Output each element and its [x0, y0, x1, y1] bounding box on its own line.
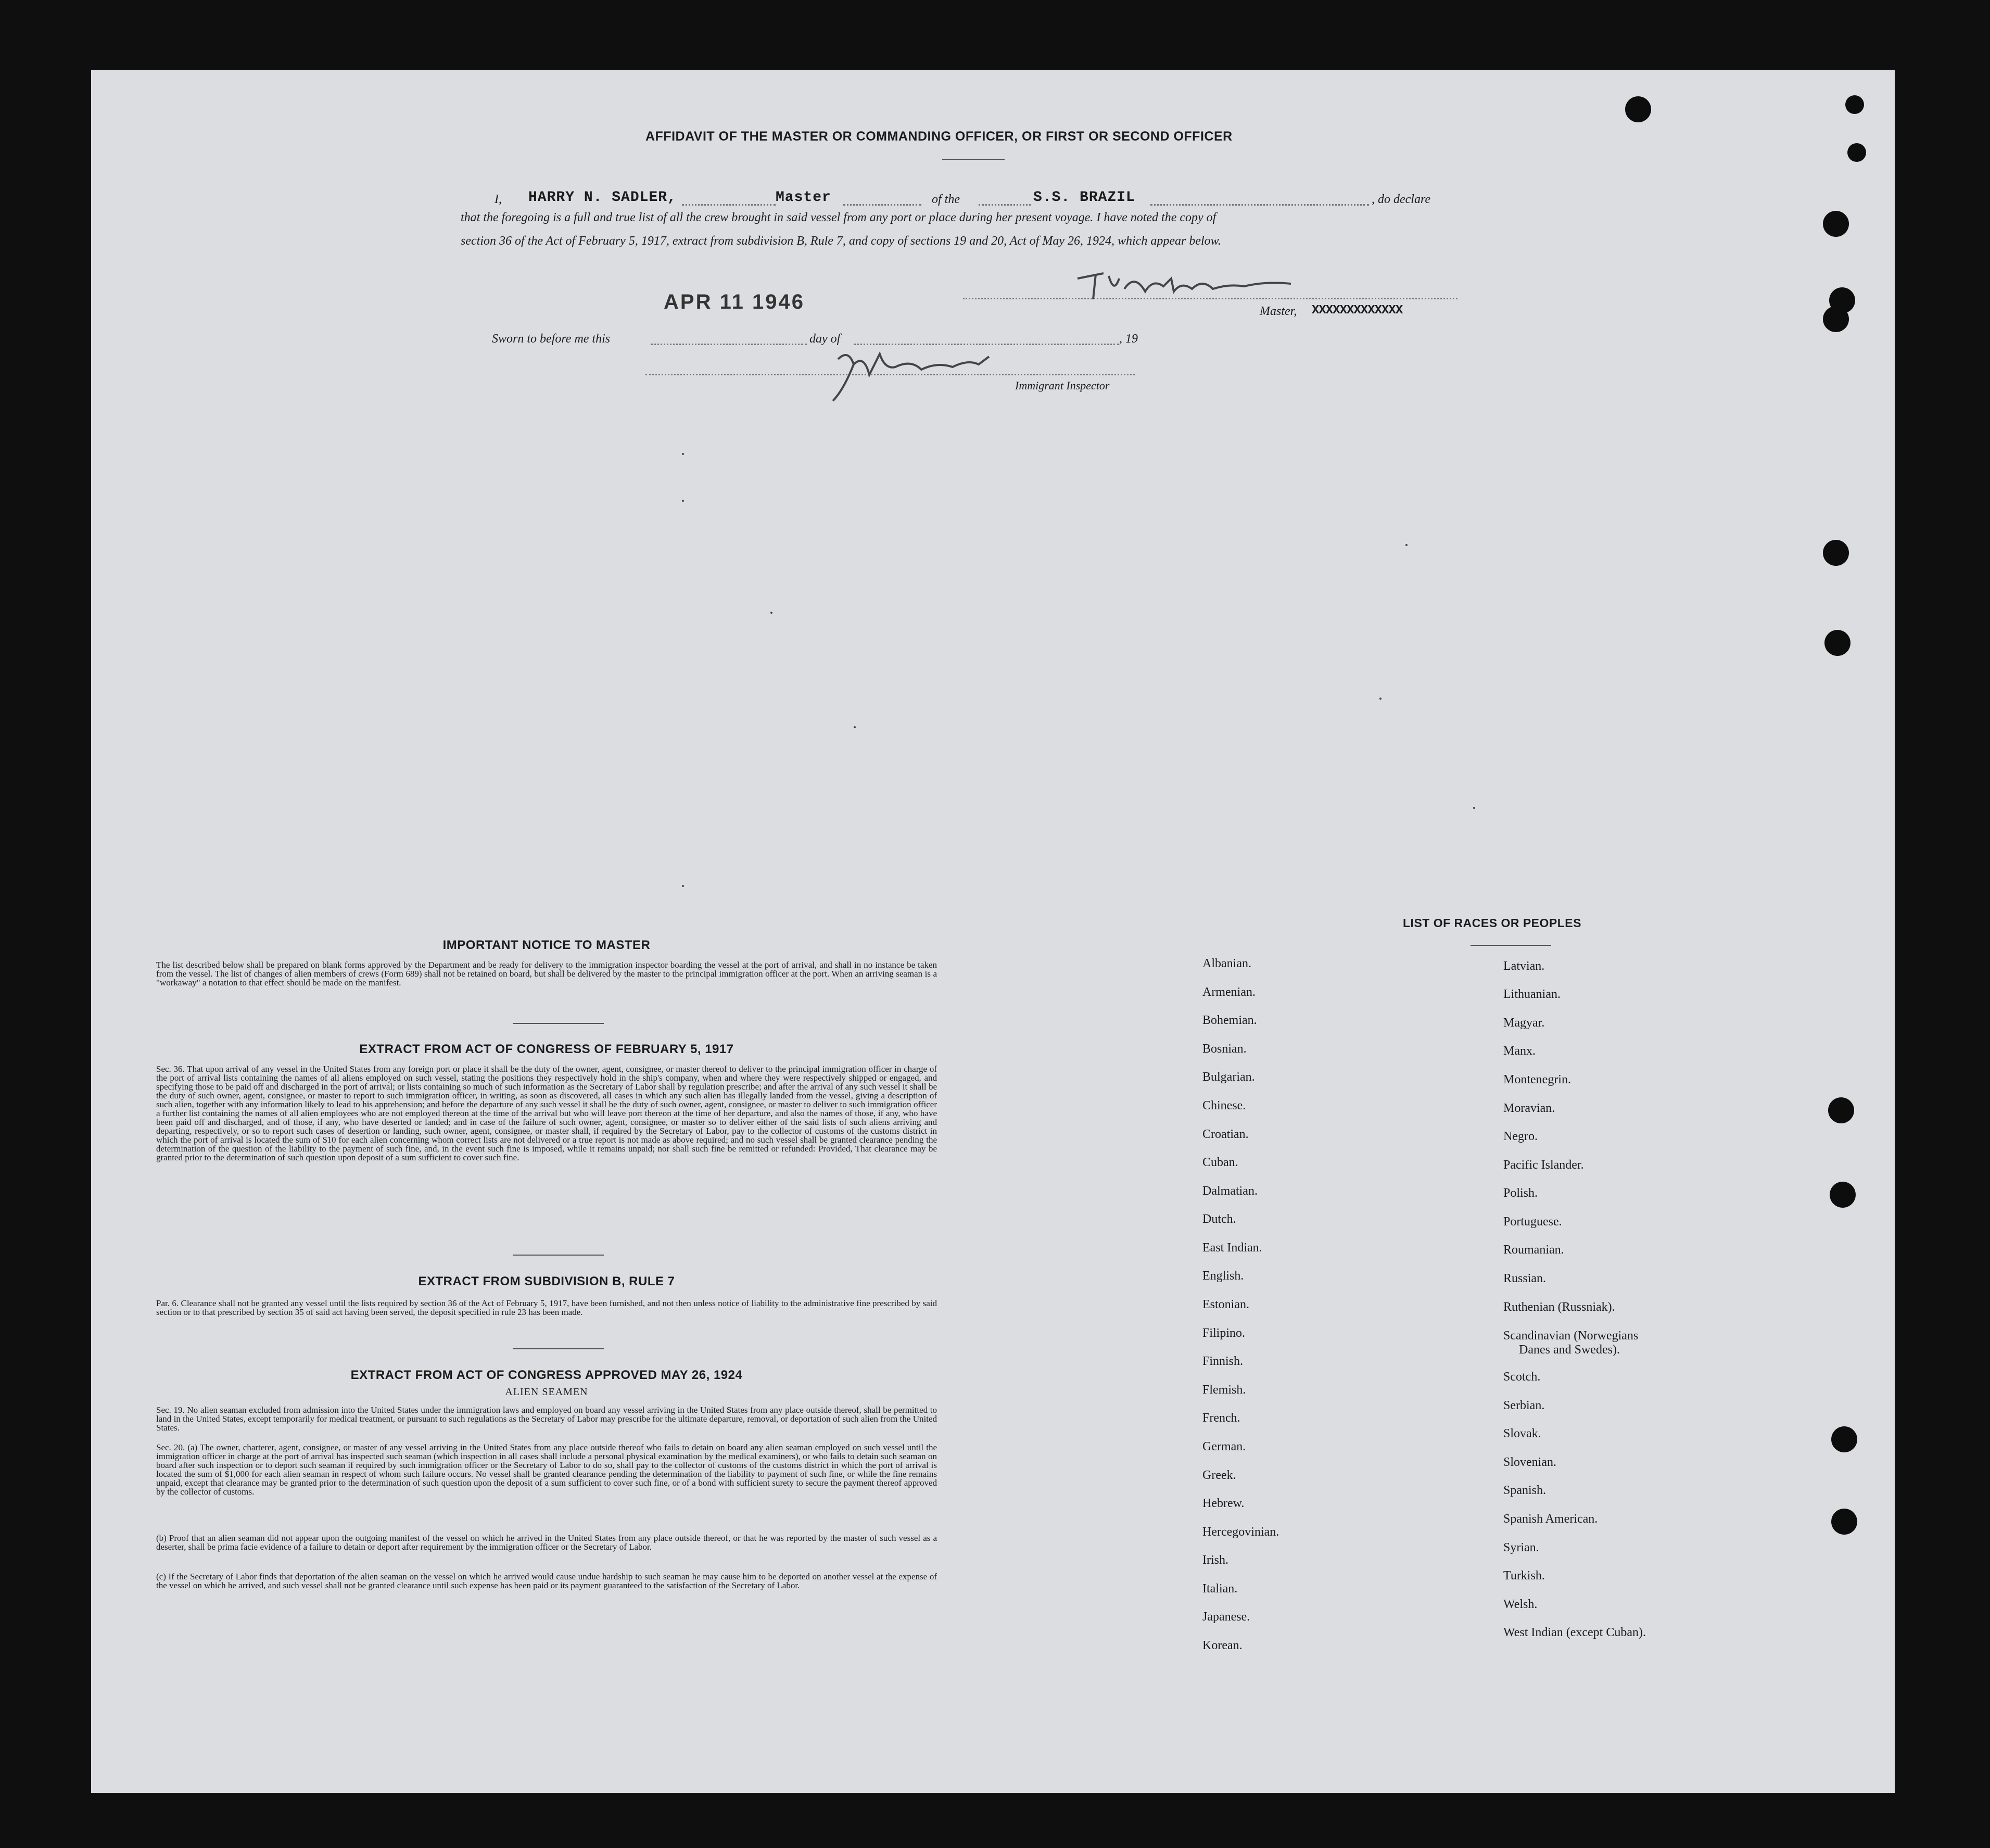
- extract-1924-sec20a: Sec. 20. (a) The owner, charterer, agent, consignee, or master of any vessel arriving in the United States from any place outside thereof who fails to detain on board any alien seaman employed on such vessel until the immigration officer in charge at the port of arrival has inspected such seaman (which inspection in all cases shall include a personal physical examination by the medical examiners), or who fails to detain such seaman on board after such inspection or to deport such seaman if required by such immigration officer or the Secretary of Labor to do so, shall pay to the collector of customs of the customs district in which the port of arrival is located the sum of $1,000 for each alien seaman in respect of whom such failure occurs. No vessel shall be granted clearance pending the determination of the liability to payment of such fine, or while the fine remains unpaid, except that clearance may be granted prior to the determination of such question upon the deposit of a sum sufficient to cover such fine, or of a bond with sufficient surety to secure the payment thereof approved by the collector of customs.: [156, 1442, 937, 1497]
- extract-1917-title: EXTRACT FROM ACT OF CONGRESS OF FEBRUARY 5, 1917: [359, 1042, 734, 1056]
- extract-1917-body: Sec. 36. That upon arrival of any vessel in the United States from any foreign port or place it shall be the duty of the owner, agent, consignee, or master thereof to deliver to the principal immigration officer in charge of the port of arrival lists containing the names of all aliens employed on such vessel, stating the positions they respectively hold in the ship's company, when and where they were respectively shipped or engaged, and specifying those to be paid off and discharged in the port of arrival; or lists containing so much of such information as the Secretary of Labor shall by regulation prescribe; and after the arrival of any such vessel it shall be the duty of such owner, agent, consignee, or master to report to such immigration officer, in writing, as soon as discovered, all cases in which any such alien has illegally landed from the vessel, giving a description of such alien, together with any information likely to lead to his apprehension; and before the departure of any such vessel it shall be the duty of such owner, agent, consignee, or master to deliver to such immigration officer a further list containing the names of all alien employees who are not employed thereon at the time of the arrival but who will leave port thereon at the time of her departure, and also the names of those, if any, who have been paid off and discharged, and of those, if any, who have deserted or landed; and in case of the failure of such owner, agent, consignee, or master so to deliver either of the said lists of such aliens arriving and departing, respectively, or so to report such cases of desertion or landing, such owner, agent, consignee, or master shall, if required by the Secretary of Labor, pay to the collector of customs of the customs district in which the port of arrival is located the sum of $10 for each alien concerning whom correct lists are not delivered or a true report is not made as above required; and no such vessel shall be granted clearance pending the determination of the question of the liability to the payment of such fine, and, in the event such fine is imposed, while it remains unpaid; nor shall such fine be remitted or refunded: Provided, That clearance may be granted prior to the determination of such question upon deposit of a sum sufficient to cover such fine.: [156, 1064, 937, 1162]
- inspector-label: Immigrant Inspector: [1015, 379, 1110, 392]
- speck: [1379, 698, 1381, 700]
- punch-hole: [1824, 630, 1850, 656]
- ship-name: S.S. BRAZIL: [1033, 189, 1135, 206]
- race-item: Russian.: [1503, 1272, 1547, 1285]
- punch-hole: [1831, 1509, 1857, 1535]
- declarant-name: HARRY N. SADLER,: [528, 189, 677, 206]
- race-item: Italian.: [1202, 1582, 1238, 1596]
- race-item: Pacific Islander.: [1503, 1158, 1584, 1172]
- punch-hole: [1625, 96, 1651, 122]
- punch-hole: [1831, 1426, 1857, 1452]
- leader-dots: [651, 344, 807, 345]
- race-item: Spanish American.: [1503, 1512, 1598, 1526]
- race-item: Croatian.: [1202, 1128, 1249, 1141]
- leader-dots: [979, 204, 1031, 206]
- race-item: Bulgarian.: [1202, 1070, 1255, 1084]
- race-item: Ruthenian (Russniak).: [1503, 1300, 1615, 1314]
- race-item: Scandinavian (Norwegians: [1503, 1329, 1639, 1343]
- extract-1924-sec20c: (c) If the Secretary of Labor finds that deportation of the alien seaman on the vessel on which he arrived would cause undue hardship to such seaman he may cause him to be deported on another vessel at the expense of the vessel on which he arrived, and such vessel shall not be granted clearance until such expense has been paid or its payment guaranteed to the satisfaction of the Secretary of Labor.: [156, 1572, 937, 1590]
- declarant-role: Master: [776, 189, 831, 206]
- extract-1924-sec20b: (b) Proof that an alien seaman did not appear upon the outgoing manifest of the vessel on which he arrived in the United States from any place outside thereof, or that he was reported by the master of such vessel as a deserter, shall be prima facie evidence of a failure to detain or deport after requirement by the immigration officer or the Secretary of Labor.: [156, 1533, 937, 1552]
- race-item: Filipino.: [1202, 1326, 1246, 1340]
- sworn-label: Sworn to before me this: [492, 332, 611, 346]
- speck: [1473, 807, 1475, 809]
- of-the-label: of the: [932, 193, 960, 206]
- leader-dots: [843, 204, 921, 206]
- race-item: Korean.: [1202, 1639, 1243, 1652]
- race-item: Bosnian.: [1202, 1042, 1247, 1056]
- notice-title: IMPORTANT NOTICE TO MASTER: [442, 938, 651, 952]
- race-item: Cuban.: [1202, 1156, 1238, 1169]
- race-item: Montenegrin.: [1503, 1073, 1571, 1086]
- punch-hole: [1845, 95, 1864, 114]
- race-item: Lithuanian.: [1503, 988, 1561, 1001]
- leader-dots: [682, 204, 776, 206]
- race-item: Turkish.: [1503, 1569, 1545, 1583]
- race-item: Moravian.: [1503, 1102, 1555, 1115]
- speck: [770, 612, 772, 614]
- punch-hole: [1823, 306, 1849, 332]
- race-item: Latvian.: [1503, 959, 1545, 973]
- year-label: , 19: [1119, 332, 1138, 346]
- speck: [854, 726, 856, 728]
- race-item: Spanish.: [1503, 1484, 1547, 1497]
- race-item: Negro.: [1503, 1130, 1538, 1143]
- day-of-label: day of: [809, 332, 841, 346]
- race-item: Welsh.: [1503, 1598, 1538, 1611]
- extract-1924-sec19: Sec. 19. No alien seaman excluded from admission into the United States under the immigration laws and employed on board any vessel arriving in the United States from any place outside thereof, shall be permitted to land in the United States, except temporarily for medical treatment, or pursuant to such regulations as the Secretary of Labor may prescribe for the ultimate departure, removal, or deportation of such alien from the United States.: [156, 1405, 937, 1433]
- races-title: LIST OF RACES OR PEOPLES: [1403, 916, 1581, 930]
- punch-hole: [1847, 143, 1866, 162]
- speck: [682, 453, 684, 455]
- race-item: Dalmatian.: [1202, 1184, 1258, 1198]
- affidavit-line-3: section 36 of the Act of February 5, 1917, extract from subdivision B, Rule 7, and copy of sections 19 and 20, Act of May 26, 1924, which appear below.: [461, 234, 1221, 248]
- race-item: Danes and Swedes).: [1519, 1343, 1620, 1357]
- race-item: West Indian (except Cuban).: [1503, 1626, 1646, 1639]
- race-item: Syrian.: [1503, 1541, 1539, 1554]
- extract-1924-title: EXTRACT FROM ACT OF CONGRESS APPROVED MAY 26, 1924: [350, 1368, 743, 1382]
- race-item: Irish.: [1202, 1553, 1228, 1567]
- race-item: East Indian.: [1202, 1241, 1262, 1255]
- rule7-body: Par. 6. Clearance shall not be granted any vessel until the lists required by section 36 of the Act of February 5, 1917, have been furnished, and not then unless notice of liability to the administrative fine prescribed by said section or to that prescribed by section 35 of said act having been served, the deposit specified in rule 23 has been made.: [156, 1298, 937, 1317]
- speck: [682, 885, 684, 887]
- speck: [682, 500, 684, 502]
- race-item: Slovak.: [1503, 1427, 1541, 1440]
- race-item: Magyar.: [1503, 1016, 1545, 1030]
- section-rule: [513, 1023, 604, 1024]
- race-item: Roumanian.: [1503, 1243, 1564, 1257]
- affidavit-line-2: that the foregoing is a full and true list of all the crew brought in said vessel from any port or place during her present voyage. I have noted the copy of: [461, 211, 1216, 224]
- declarant-i: I,: [495, 193, 502, 206]
- race-item: Hercegovinian.: [1202, 1525, 1279, 1539]
- master-struck-title: XXXXXXXXXXXXX: [1312, 303, 1403, 318]
- race-item: French.: [1202, 1411, 1240, 1425]
- race-item: Polish.: [1503, 1186, 1538, 1200]
- race-item: English.: [1202, 1269, 1244, 1283]
- notice-body: The list described below shall be prepared on blank forms approved by the Department and be ready for delivery to the immigration inspector boarding the vessel at the port of arrival, and shall in no instance be taken from the vessel. The list of changes of alien members of crews (Form 689) shall not be retained on board, but shall be delivered by the master to the principal immigration officer at the port. When an arriving seaman is a "workaway" a notation to that effect should be made on the manifest.: [156, 960, 937, 988]
- leader-dots: [1150, 204, 1369, 206]
- race-item: Chinese.: [1202, 1099, 1246, 1112]
- master-label: Master,: [1260, 305, 1297, 318]
- race-item: Hebrew.: [1202, 1497, 1245, 1510]
- affidavit-title: AFFIDAVIT OF THE MASTER OR COMMANDING OFFICER, OR FIRST OR SECOND OFFICER: [645, 129, 1233, 144]
- race-item: Greek.: [1202, 1469, 1236, 1482]
- race-item: Albanian.: [1202, 957, 1251, 970]
- title-rule: [942, 159, 1005, 160]
- race-item: Manx.: [1503, 1044, 1536, 1058]
- race-item: Scotch.: [1503, 1370, 1541, 1384]
- section-rule: [513, 1255, 604, 1256]
- inspector-signature: [817, 344, 1025, 406]
- extract-1924-subtitle: ALIEN SEAMEN: [505, 1386, 588, 1398]
- rule7-title: EXTRACT FROM SUBDIVISION B, RULE 7: [418, 1274, 675, 1288]
- race-item: German.: [1202, 1440, 1246, 1453]
- race-item: Armenian.: [1202, 985, 1256, 999]
- race-item: Flemish.: [1202, 1383, 1246, 1397]
- race-item: Estonian.: [1202, 1298, 1249, 1311]
- race-item: Portuguese.: [1503, 1215, 1562, 1229]
- speck: [1405, 544, 1408, 546]
- punch-hole: [1823, 540, 1849, 566]
- race-item: Slovenian.: [1503, 1455, 1556, 1469]
- master-signature: [1067, 263, 1317, 305]
- section-rule: [513, 1348, 604, 1349]
- date-stamp: APR 11 1946: [664, 290, 805, 313]
- race-item: Japanese.: [1202, 1610, 1250, 1624]
- races-rule: [1471, 945, 1551, 946]
- do-declare: , do declare: [1372, 193, 1431, 206]
- race-item: Dutch.: [1202, 1212, 1236, 1226]
- race-item: Serbian.: [1503, 1399, 1545, 1412]
- punch-hole: [1830, 1182, 1856, 1208]
- punch-hole: [1823, 211, 1849, 237]
- punch-hole: [1828, 1097, 1854, 1123]
- race-item: Finnish.: [1202, 1355, 1244, 1368]
- race-item: Bohemian.: [1202, 1014, 1257, 1027]
